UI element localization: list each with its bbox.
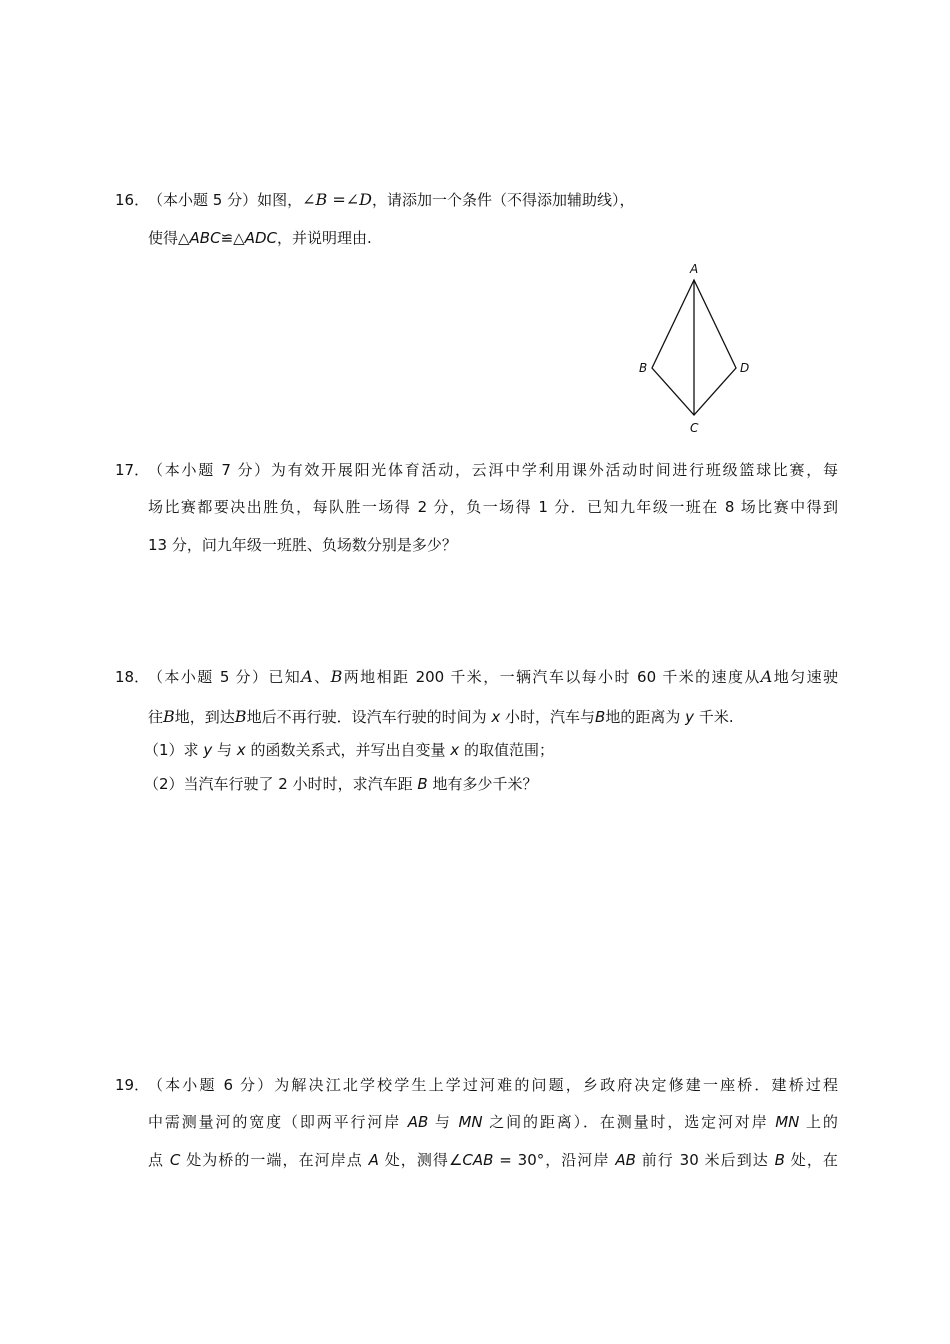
q17-line-3: 13 分，问九年级一班胜、负场数分别是多少？ xyxy=(148,536,457,554)
q18-text: 的函数关系式，并写出自变量 xyxy=(250,741,446,759)
q16-kite-figure xyxy=(630,258,760,438)
q16-text: ，请添加一个条件（不得添加辅助线）， xyxy=(371,191,635,209)
q18-text: 地的距离为 xyxy=(605,708,681,726)
q18-point-b: B xyxy=(595,708,606,726)
q18-text: 小时，汽车与 xyxy=(505,708,596,726)
label-b: B xyxy=(639,361,648,375)
q19-text: 中需测量河的宽度（即两平行河岸 xyxy=(148,1113,402,1131)
q19-text: 处为桥的一端，在河岸点 xyxy=(186,1151,363,1169)
q18-var-x: x xyxy=(450,741,460,759)
q18-point-b: B xyxy=(163,707,175,726)
label-c: C xyxy=(690,421,699,435)
label-a: A xyxy=(690,262,699,276)
q19-text: 上的 xyxy=(806,1113,838,1131)
q18-number: 18． xyxy=(115,668,150,686)
q17-line-2: 场比赛都要决出胜负，每队胜一场得 2 分，负一场得 1 分．已知九年级一班在 8 场比赛中得到 xyxy=(148,498,838,516)
q17-line-1: （本小题 7 分）为有效开展阳光体育活动，云洱中学利用课外活动时间进行班级篮球比赛，每 xyxy=(148,461,838,479)
q19-line-3 xyxy=(148,1148,838,1172)
q18-text: 的取值范围； xyxy=(463,741,554,759)
q18-point-b: B xyxy=(330,667,343,686)
q19-segment-mn: MN xyxy=(458,1113,483,1131)
q18-point-b: B xyxy=(417,775,428,793)
q16-text: （本小题 5 分）如图， xyxy=(148,191,303,209)
q16-text: 使得△ xyxy=(148,229,190,247)
q19-text: 之间的距离）．在测量时，选定河对岸 xyxy=(489,1113,769,1131)
q19-text: 前行 30 米后到达 xyxy=(641,1151,769,1169)
q19-line-2 xyxy=(148,1110,838,1134)
q18-text: 往 xyxy=(148,708,164,726)
q18-text: 与 xyxy=(217,741,233,759)
q18-sub-2 xyxy=(144,772,538,796)
q18-var-y: y xyxy=(203,741,213,759)
q18-point-a: A xyxy=(760,667,773,686)
q18-text: 千米. xyxy=(698,708,734,726)
q16-triangle-adc: ADC xyxy=(244,229,277,247)
q17-number: 17． xyxy=(115,461,150,479)
q19-text: = 30°，沿河岸 xyxy=(499,1151,610,1169)
q18-point-a: A xyxy=(301,667,313,686)
q19-number: 19． xyxy=(115,1076,150,1094)
q19-segment-ab: AB xyxy=(407,1113,429,1131)
q19-segment-mn: MN xyxy=(775,1113,800,1131)
q19-point-a: A xyxy=(368,1151,379,1169)
q19-text: 处，测得∠ xyxy=(384,1151,463,1169)
q18-line-2 xyxy=(148,705,734,729)
q18-text: 地后不再行驶．设汽车行驶的时间为 xyxy=(246,708,487,726)
q16-triangle-abc: ABC xyxy=(189,229,221,247)
q18-text: （1）求 xyxy=(144,741,199,759)
q18-var-y: y xyxy=(685,708,695,726)
q19-text: 与 xyxy=(434,1113,452,1131)
q16-line-2 xyxy=(148,226,372,250)
q16-angle-condition: ∠B =∠D xyxy=(302,190,372,209)
q18-text: 两地相距 200 千米，一辆汽车以每小时 60 千米的速度从 xyxy=(342,668,761,686)
q16-number: 16． xyxy=(115,191,150,209)
q18-var-x: x xyxy=(236,741,246,759)
q19-segment-ab: AB xyxy=(615,1151,636,1169)
q19-text: 处，在 xyxy=(790,1151,838,1169)
q19-line-1: （本小题 6 分）为解决江北学校学生上学过河难的问题，乡政府决定修建一座桥．建桥过程 xyxy=(148,1076,838,1094)
label-d: D xyxy=(740,361,750,375)
q18-text: （2）当汽车行驶了 2 小时时，求汽车距 xyxy=(144,775,413,793)
q18-text: 地，到达 xyxy=(174,708,235,726)
q19-point-c: C xyxy=(169,1151,181,1169)
q19-angle-cab: CAB xyxy=(462,1151,494,1169)
q16-text: ，并说明理由. xyxy=(276,229,372,247)
q19-point-b: B xyxy=(774,1151,785,1169)
q18-text: 地匀速驶 xyxy=(772,668,838,686)
q18-sub-1 xyxy=(144,738,554,762)
q18-text: （本小题 5 分）已知 xyxy=(148,668,302,686)
q16-line-1 xyxy=(148,188,635,212)
q18-point-b: B xyxy=(234,707,247,726)
q19-text: 点 xyxy=(148,1151,165,1169)
q18-var-x: x xyxy=(491,708,501,726)
q18-line-1 xyxy=(148,665,838,689)
q18-text: 地有多少千米？ xyxy=(432,775,538,793)
q18-text: 、 xyxy=(312,668,331,686)
q16-congruent-symbol: ≌△ xyxy=(220,229,245,247)
